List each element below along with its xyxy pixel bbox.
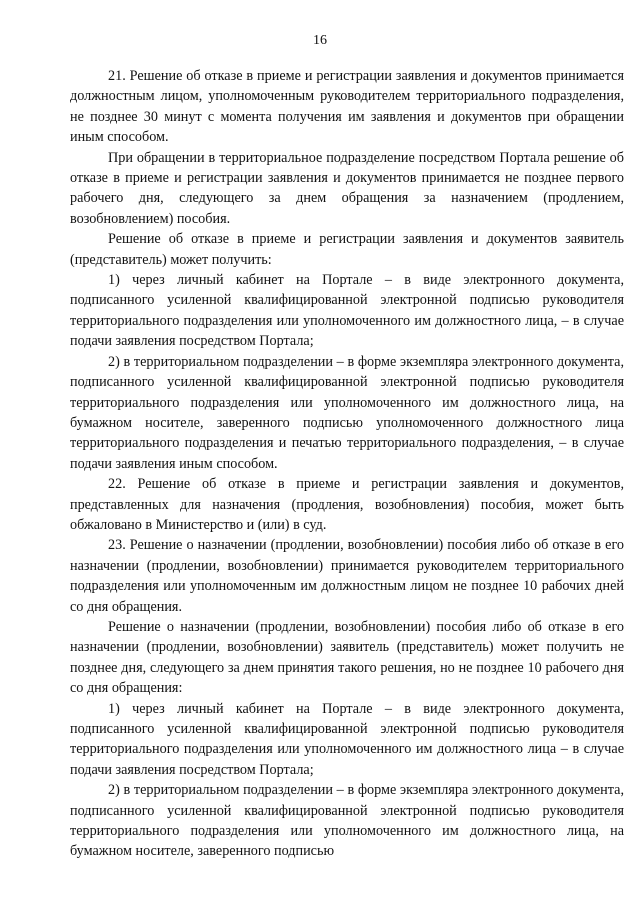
- list-item-portal-decision-receipt: 1) через личный кабинет на Портале – в виде электронного документа, подписанного усиленной квалифицированной электронной подписью руководителя территориального подразделения или уполномоченного им должностного лица – в случае подачи заявления посредством Портала;: [70, 700, 624, 778]
- list-item-office-decision-receipt: 2) в территориальном подразделении – в форме экземпляра электронного документа, подписанного усиленной квалифицированной электронной подписью руководителя территориального подразделения или уполномоченного им должностного лица, на бумажном носителе, заверенного подписью: [70, 782, 624, 860]
- list-item-office-receipt: 2) в территориальном подразделении – в форме экземпляра электронного документа, подписанного усиленной квалифицированной электронной подписью руководителя территориального подразделения или уполномоченного им должностного лица, на бумажном носителе, заверенного подписью уполномоченного должностного лица территориального подразделения и печатью территориального подразделения, – в случае подачи заявления иным способом.: [70, 353, 624, 472]
- paragraph-22-appeal: 22. Решение об отказе в приеме и регистрации заявления и документов, представленных для назначения (продления, возобновления) пособия, может быть обжаловано в Министерство и (или) в суд.: [70, 476, 624, 533]
- page-number: 16: [313, 33, 327, 48]
- paragraph-23-benefit-decision: 23. Решение о назначении (продлении, возобновлении) пособия либо об отказе в его назначении (продлении, возобновлении) принимается руководителем территориального подразделения или уполномоченным им должностным лицом не позднее 10 рабочих дней со дня обращения.: [70, 537, 624, 615]
- paragraph-decision-receipt-intro: Решение о назначении (продлении, возобновлении) пособия либо об отказе в его назначении (продлении, возобновлении) заявитель (представитель) может получить не позднее дня, следующего за днем принятия такого решения, но не позднее 10 рабочего дня со дня обращения:: [70, 618, 624, 697]
- list-item-portal-receipt: 1) через личный кабинет на Портале – в виде электронного документа, подписанного усиленной квалифицированной электронной подписью руководителя территориального подразделения или уполномоченного им должностного лица, – в случае подачи заявления посредством Портала;: [70, 272, 624, 350]
- paragraph-portal-rejection-timing: При обращении в территориальное подразделение посредством Портала решение об отказе в приеме и регистрации заявления и документов принимается не позднее первого рабочего дня, следующего за днем обращения за назначением (продлением, возобновлением) пособия.: [70, 149, 624, 227]
- paragraph-rejection-receipt-intro: Решение об отказе в приеме и регистрации заявления и документов заявитель (представитель) может получить:: [70, 231, 624, 268]
- paragraph-21-rejection-decision: 21. Решение об отказе в приеме и регистрации заявления и документов принимается должностным лицом, уполномоченным руководителем территориального подразделения, не позднее 30 минут с момента получения им заявления и документов при обращении иным способом.: [70, 68, 624, 146]
- document-body: [70, 66, 624, 862]
